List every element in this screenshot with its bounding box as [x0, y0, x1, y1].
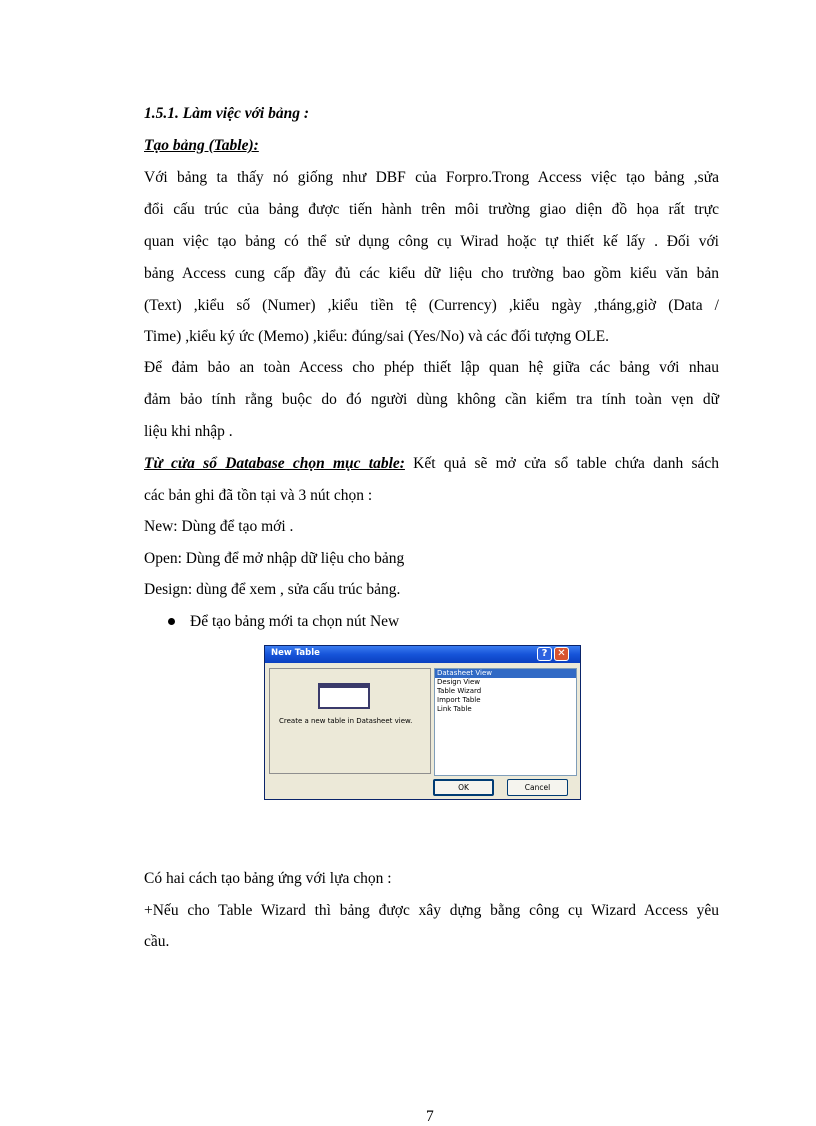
preview-pane [269, 668, 431, 774]
paragraph-line [144, 454, 719, 474]
paragraph-line: quan việc tạo bảng có thể sử dụng công cụ Wirad hoặc tự thiết kế lấy . Đối với [144, 233, 719, 250]
ok-button[interactable]: OK [433, 779, 494, 796]
list-item-import-table[interactable]: Import Table [437, 696, 481, 704]
datasheet-preview-icon [318, 683, 370, 709]
paragraph-line: đảm bảo tính rằng buộc do đó người dùng không cần kiểm tra tính toàn vẹn dữ [144, 391, 719, 408]
paragraph-line: đổi cấu trúc của bảng được tiến hành trên môi trường giao diện đồ họa rất trực [144, 201, 719, 218]
help-icon[interactable]: ? [537, 647, 552, 661]
paragraph-line: các bản ghi đã tồn tại và 3 nút chọn : [144, 487, 373, 504]
table-instruction-rest: Kết quả sẽ mở cửa sổ table chứa danh sách [404, 455, 719, 472]
list-item-datasheet-view[interactable]: Datasheet View [435, 669, 576, 678]
list-item-design-view[interactable]: Design View [437, 678, 481, 686]
subsection-heading: Tạo bảng (Table): [144, 137, 259, 154]
option-open: Open: Dùng để mở nhập dữ liệu cho bảng [144, 550, 405, 567]
paragraph-line: +Nếu cho Table Wizard thì bảng được xây dựng bằng công cụ Wizard Access yêu [144, 902, 719, 919]
dialog-title: New Table [271, 648, 320, 658]
new-table-dialog [264, 645, 581, 800]
paragraph-line: (Text) ,kiểu số (Numer) ,kiểu tiền tệ (Currency) ,kiểu ngày ,tháng,giờ (Data / [144, 297, 719, 314]
dialog-titlebar[interactable] [265, 646, 580, 663]
paragraph-line: cầu. [144, 933, 170, 950]
option-new: New: Dùng để tạo mới . [144, 518, 294, 535]
paragraph-line: Với bảng ta thấy nó giống như DBF của Forpro.Trong Access việc tạo bảng ,sửa [144, 169, 719, 186]
table-instruction-lead: Từ cửa sổ Database chọn mục table: [144, 455, 405, 472]
option-design: Design: dùng để xem , sửa cấu trúc bảng. [144, 581, 401, 598]
paragraph-line: Để đảm bảo an toàn Access cho phép thiết lập quan hệ giữa các bảng với nhau [144, 359, 719, 376]
paragraph-line: bảng Access cung cấp đầy đủ các kiểu dữ liệu cho trường bao gồm kiểu văn bản [144, 265, 719, 282]
section-heading: 1.5.1. Làm việc với bảng : [144, 105, 310, 122]
list-item-link-table[interactable]: Link Table [437, 705, 472, 713]
view-listbox[interactable] [434, 668, 577, 776]
cancel-button[interactable]: Cancel [507, 779, 568, 796]
bullet-text: Để tạo bảng mới ta chọn nút New [190, 613, 400, 630]
paragraph-line: Có hai cách tạo bảng ứng với lựa chọn : [144, 870, 392, 887]
page-number: 7 [426, 1108, 434, 1125]
bullet-icon [168, 618, 175, 625]
list-item-table-wizard[interactable]: Table Wizard [437, 687, 482, 695]
view-description: Create a new table in Datasheet view. [279, 717, 413, 725]
close-icon[interactable]: ✕ [554, 647, 569, 661]
paragraph-line: liệu khi nhập . [144, 423, 233, 440]
paragraph-line: Time) ,kiểu ký ức (Memo) ,kiểu: đúng/sai (Yes/No) và các đối tượng OLE. [144, 328, 609, 345]
